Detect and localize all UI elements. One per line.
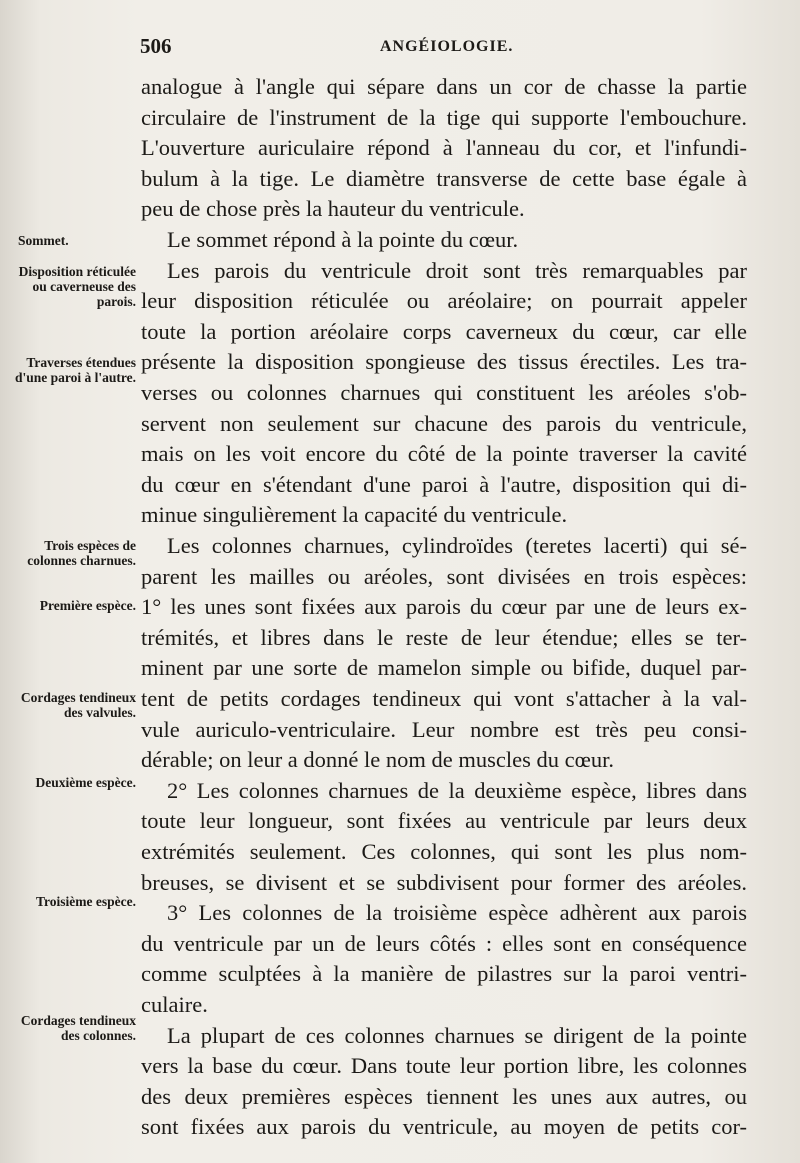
text-line: Les colonnes charnues, cylindroïdes (teretes lacerti) qui sé- (167, 533, 747, 558)
text-line: 2° Les colonnes charnues de la deuxième espèce, libres dans (167, 777, 747, 803)
margin-note: Trois espèces de colonnes charnues. (27, 538, 136, 568)
text-line: Les parois du ventricule droit sont très remarquables par (167, 257, 747, 283)
text-line: breuses, se divisent et se subdivisent pour former des aréoles. (141, 869, 747, 895)
text-line: minue singulièrement la capacité du ventricule. (141, 502, 568, 528)
text-line: vule auriculo-ventriculaire. Leur nombre est très peu consi- (141, 716, 747, 742)
margin-note: Cordages tendineux des colonnes. (20, 1013, 136, 1043)
text-line: présente la disposition spongieuse des tissus érectiles. Les tra- (141, 349, 747, 375)
margin-note: Troisième espèce. (36, 894, 136, 909)
text-line: toute leur longueur, sont fixées au ventricule par leurs deux (141, 808, 747, 834)
text-line: trémités, et libres dans le reste de leur étendue; elles se ter- (141, 624, 747, 650)
running-title: ANGÉIOLOGIE. (380, 38, 514, 55)
text-line: 1° les unes sont fixées aux parois du cœur par une de leurs ex- (141, 594, 747, 620)
text-line: servent non seulement sur chacune des parois du ventricule, (141, 410, 747, 436)
text-line: comme sculptées à la manière de pilastres sur la paroi ventri- (141, 961, 747, 987)
text-line: extrémités seulement. Ces colonnes, qui sont les plus nom- (141, 839, 747, 864)
page-number: 506 (140, 34, 172, 58)
text-line: tent de petits cordages tendineux qui vont s'attacher à la val- (141, 686, 747, 711)
text-line: circulaire de l'instrument de la tige qui supporte l'embouchure. (141, 104, 747, 130)
margin-note: Disposition réticulée ou caverneuse des parois. (18, 264, 136, 309)
text-line: Le sommet répond à la pointe du cœur. (167, 227, 519, 252)
margin-note: Sommet. (18, 233, 69, 248)
text-line: toute la portion aréolaire corps caverneux du cœur, car elle (141, 318, 747, 344)
text-line: vers la base du cœur. Dans toute leur portion libre, les colonnes (141, 1053, 747, 1079)
text-line: du ventricule par un de leurs côtés : elles sont en conséquence (141, 930, 747, 956)
text-line: sont fixées aux parois du ventricule, au moyen de petits cor- (141, 1114, 747, 1140)
text-line: dérable; on leur a donné le nom de muscles du cœur. (141, 747, 614, 773)
margin-note: Première espèce. (39, 598, 136, 613)
text-line: leur disposition réticulée ou aréolaire; on pourrait appeler (141, 288, 747, 314)
text-line: verses ou colonnes charnues qui constituent les aréoles s'ob- (141, 380, 747, 405)
text-line: L'ouverture auriculaire répond à l'anneau du cor, et l'infundi- (141, 135, 747, 161)
text-line: La plupart de ces colonnes charnues se dirigent de la pointe (167, 1022, 747, 1048)
text-line: des deux premières espèces tiennent les unes aux autres, ou (141, 1083, 747, 1109)
margin-note: Traverses étendues d'une paroi à l'autre. (14, 355, 136, 385)
margin-note: Cordages tendineux des valvules. (20, 690, 136, 720)
margin-note: Deuxième espèce. (35, 775, 136, 790)
text-line: peu de chose près la hauteur du ventricule. (141, 196, 525, 222)
text-line: du cœur en s'étendant d'une paroi à l'autre, disposition qui di- (141, 471, 747, 497)
text-line: analogue à l'angle qui sépare dans un cor de chasse la partie (141, 74, 747, 99)
text-line: bulum à la tige. Le diamètre transverse de cette base égale à (141, 165, 747, 191)
page-header (140, 34, 740, 64)
text-line: culaire. (141, 992, 208, 1017)
text-line: 3° Les colonnes de la troisième espèce adhèrent aux parois (167, 900, 747, 926)
text-line: mais on les voit encore du côté de la pointe traverser la cavité (141, 441, 747, 467)
text-line: parent les mailles ou aréoles, sont divisées en trois espèces: (141, 563, 747, 589)
text-line: minent par une sorte de mamelon simple ou bifide, duquel par- (141, 655, 747, 681)
